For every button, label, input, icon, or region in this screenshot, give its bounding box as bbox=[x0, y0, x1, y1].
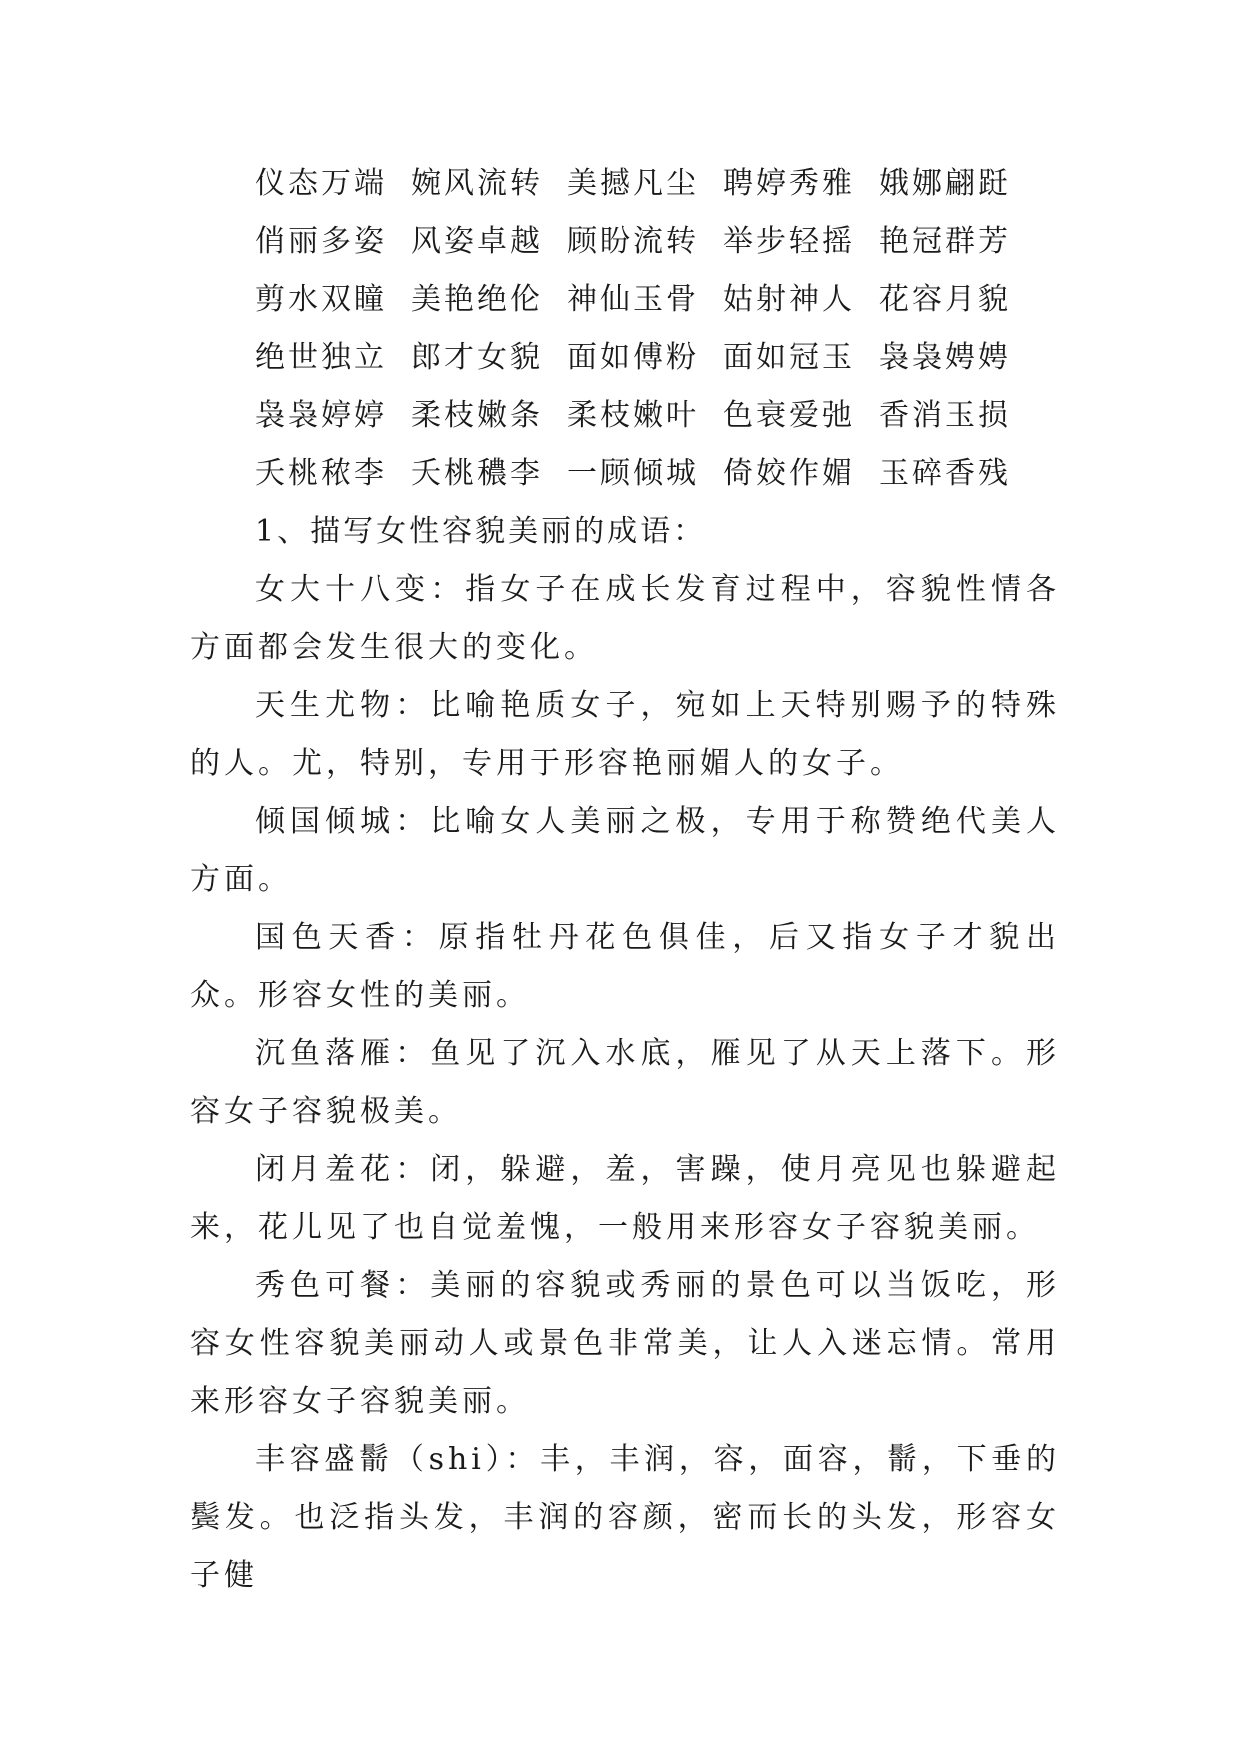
section-heading: 1、描写女性容貌美丽的成语： bbox=[255, 514, 707, 549]
definition-list bbox=[190, 561, 1060, 1605]
entry-definition: 鱼见了沉入水底，雁见了从天上落下。形容女子容貌极美。 bbox=[190, 1036, 1061, 1129]
entry-term: 女大十八变 ： bbox=[255, 572, 465, 607]
idiom-row bbox=[190, 271, 1060, 329]
idiom-word: 玉碎香残 bbox=[879, 456, 1011, 491]
entry-term: 天生尤物 ： bbox=[255, 688, 430, 723]
idiom-word: 剪水双瞳 bbox=[255, 282, 387, 317]
entry-term: 沉鱼落雁 ： bbox=[255, 1036, 430, 1071]
idiom-word: 面如傅粉 bbox=[567, 340, 699, 375]
idiom-word: 色衰爱弛 bbox=[723, 398, 855, 433]
idiom-word: 婉风流转 bbox=[411, 166, 543, 201]
idiom-entry bbox=[190, 793, 1060, 909]
idiom-entry bbox=[190, 1141, 1060, 1257]
idiom-word: 风姿卓越 bbox=[411, 224, 543, 259]
idiom-word: 举步轻摇 bbox=[723, 224, 855, 259]
idiom-word: 绝世独立 bbox=[255, 340, 387, 375]
idiom-word: 袅袅娉娉 bbox=[879, 340, 1011, 375]
idiom-word: 面如冠玉 bbox=[723, 340, 855, 375]
entry-definition: 原指牡丹花色俱佳，后又指女子才貌出众。形容女性的美丽。 bbox=[190, 920, 1061, 1013]
idiom-entry bbox=[190, 909, 1060, 1025]
idiom-entry bbox=[190, 677, 1060, 793]
entry-definition: 指女子在成长发育过程中，容貌性情各方面都会发生很大的变化。 bbox=[190, 572, 1061, 665]
entry-definition: 丰，丰润，容，面容，鬋，下垂的鬓发。也泛指头发，丰润的容颜，密而长的头发，形容女子健 bbox=[190, 1442, 1061, 1593]
idiom-word: 香消玉损 bbox=[879, 398, 1011, 433]
idiom-word: 袅袅婷婷 bbox=[255, 398, 387, 433]
idiom-word: 夭桃秾李 bbox=[255, 456, 387, 491]
entry-definition: 美丽的容貌或秀丽的景色可以当饭吃，形容女性容貌美丽动人或景色非常美，让人入迷忘情。常用来形容女子容貌美丽。 bbox=[190, 1268, 1061, 1419]
entry-definition: 比喻艳质女子，宛如上天特别赐予的特殊的人。尤，特别，专用于形容艳丽媚人的女子。 bbox=[190, 688, 1061, 781]
idiom-word: 郎才女貌 bbox=[411, 340, 543, 375]
entry-term: 秀色可餐 ： bbox=[255, 1268, 430, 1303]
idiom-word: 柔枝嫩条 bbox=[411, 398, 543, 433]
idiom-word: 聘婷秀雅 bbox=[723, 166, 855, 201]
entry-term: 倾国倾城 ： bbox=[255, 804, 430, 839]
idiom-entry bbox=[190, 561, 1060, 677]
idiom-row bbox=[190, 387, 1060, 445]
idiom-word: 夭桃穠李 bbox=[411, 456, 543, 491]
entry-definition: 比喻女人美丽之极，专用于称赞绝代美人方面。 bbox=[190, 804, 1061, 897]
idiom-list bbox=[190, 155, 1060, 503]
idiom-word: 俏丽多姿 bbox=[255, 224, 387, 259]
idiom-word: 一顾倾城 bbox=[567, 456, 699, 491]
idiom-word: 神仙玉骨 bbox=[567, 282, 699, 317]
idiom-word: 美撼凡尘 bbox=[567, 166, 699, 201]
entry-term: 丰容盛鬋（shi） ： bbox=[255, 1442, 540, 1477]
idiom-word: 娥娜翩跹 bbox=[879, 166, 1011, 201]
idiom-word: 美艳绝伦 bbox=[411, 282, 543, 317]
entry-term: 闭月羞花 ： bbox=[255, 1152, 430, 1187]
idiom-word: 倚姣作媚 bbox=[723, 456, 855, 491]
idiom-word: 柔枝嫩叶 bbox=[567, 398, 699, 433]
document-page bbox=[190, 155, 1060, 1605]
idiom-word: 花容月貌 bbox=[879, 282, 1011, 317]
idiom-word: 艳冠群芳 bbox=[879, 224, 1011, 259]
idiom-entry bbox=[190, 1257, 1060, 1431]
idiom-word: 姑射神人 bbox=[723, 282, 855, 317]
idiom-word: 仪态万端 bbox=[255, 166, 387, 201]
idiom-entry bbox=[190, 1025, 1060, 1141]
idiom-row bbox=[190, 329, 1060, 387]
idiom-entry bbox=[190, 1431, 1060, 1605]
idiom-row bbox=[190, 445, 1060, 503]
entry-definition: 闭，躲避，羞，害躁，使月亮见也躲避起来，花儿见了也自觉羞愧，一般用来形容女子容貌美丽。 bbox=[190, 1152, 1061, 1245]
idiom-row bbox=[190, 213, 1060, 271]
idiom-row bbox=[190, 155, 1060, 213]
idiom-word: 顾盼流转 bbox=[567, 224, 699, 259]
entry-term: 国色天香 ： bbox=[255, 920, 439, 955]
